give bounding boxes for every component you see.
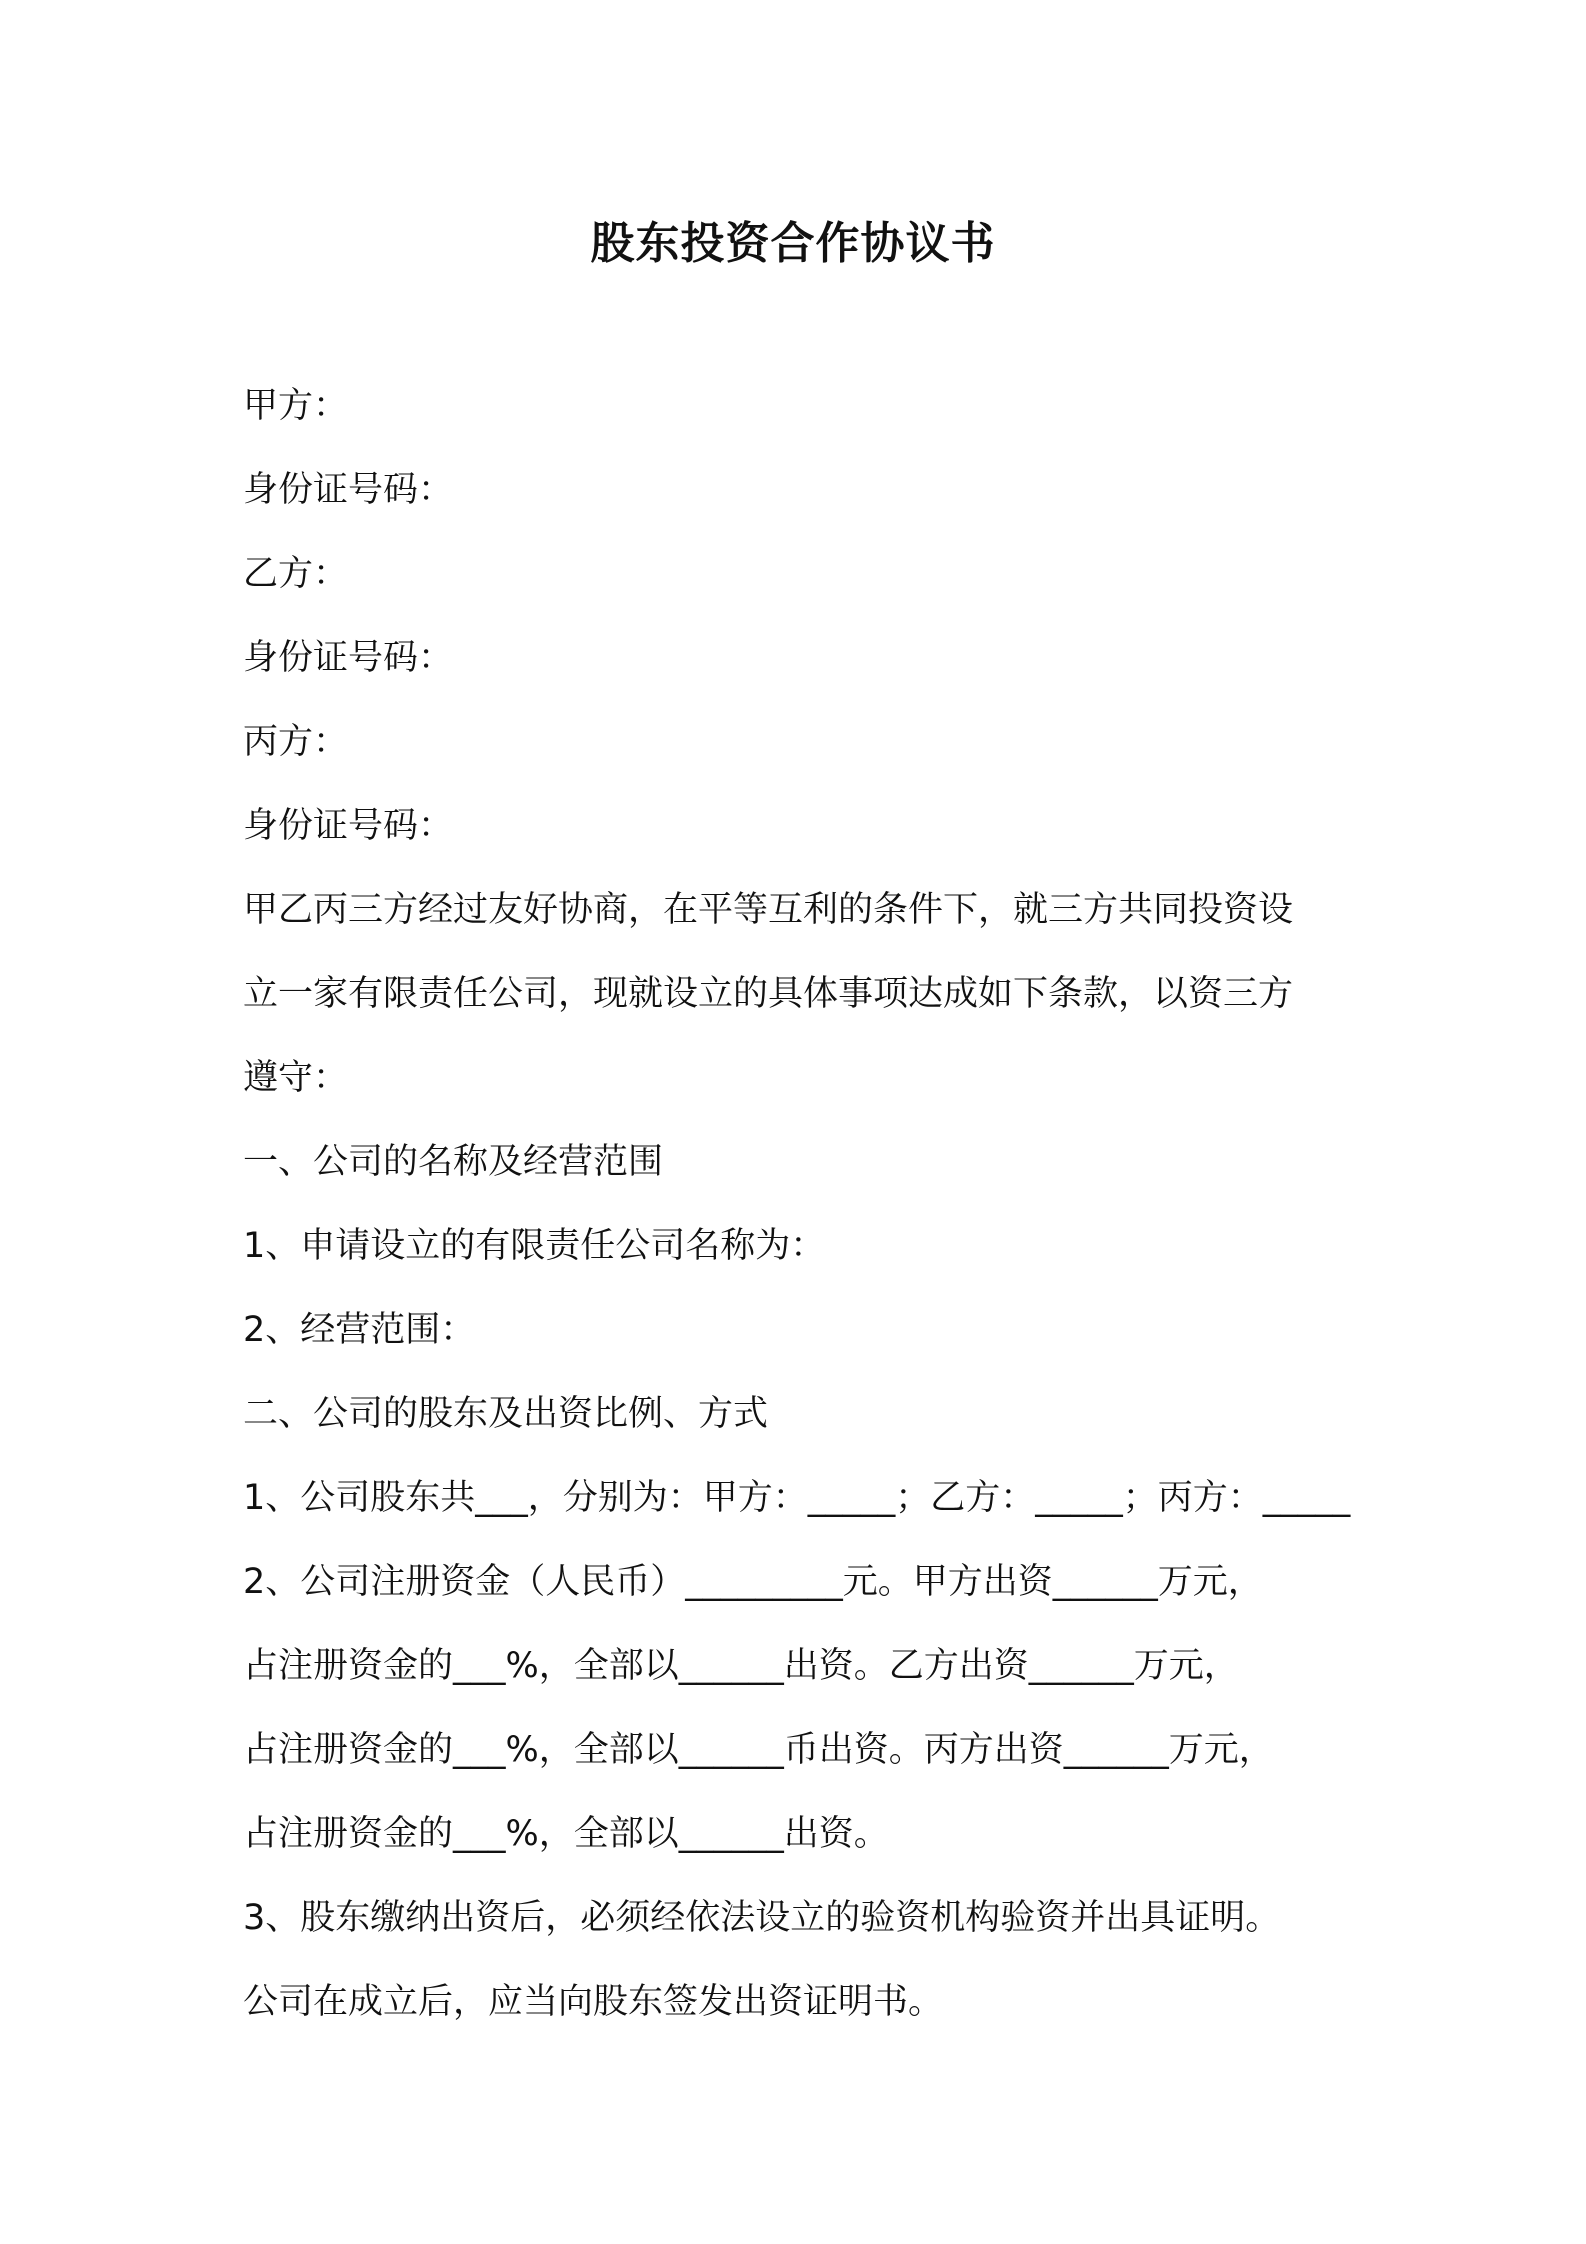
section-1-heading: 一、公司的名称及经营范围 [243, 1142, 664, 1182]
section-2-item-2-line-1: 2、公司注册资金（人民币）_________元。甲方出资______万元， [243, 1562, 1263, 1602]
section-1-item-1: 1、申请设立的有限责任公司名称为： [243, 1226, 826, 1266]
section-2-item-2-line-2: 占注册资金的___%，全部以______出资。乙方出资______万元， [243, 1646, 1239, 1686]
section-2-item-2-line-4: 占注册资金的___%，全部以______出资。 [243, 1814, 889, 1854]
preamble-line-1: 甲乙丙三方经过友好协商，在平等互利的条件下，就三方共同投资设 [243, 890, 1294, 930]
party-c-id-line: 身份证号码： [243, 806, 454, 846]
party-b-id-line: 身份证号码： [243, 638, 454, 678]
section-2-item-3-line-2: 公司在成立后，应当向股东签发出资证明书。 [243, 1982, 944, 2022]
document-title: 股东投资合作协议书 [590, 218, 996, 269]
section-1-item-2: 2、经营范围： [243, 1310, 476, 1350]
party-c-line: 丙方： [243, 722, 349, 762]
preamble-line-3: 遵守： [243, 1058, 349, 1098]
party-b-line: 乙方： [243, 554, 349, 594]
section-2-item-2-line-3: 占注册资金的___%，全部以______币出资。丙方出资______万元， [243, 1730, 1274, 1770]
section-2-item-3-line-1: 3、股东缴纳出资后，必须经依法设立的验资机构验资并出具证明。 [243, 1898, 1281, 1938]
section-2-item-1: 1、公司股东共___，分别为：甲方：_____；乙方：_____；丙方：_____ [243, 1478, 1351, 1518]
preamble-line-2: 立一家有限责任公司，现就设立的具体事项达成如下条款，以资三方 [243, 974, 1294, 1014]
section-2-heading: 二、公司的股东及出资比例、方式 [243, 1394, 769, 1434]
party-a-id-line: 身份证号码： [243, 470, 454, 510]
party-a-line: 甲方： [243, 386, 349, 426]
document-body [243, 364, 1373, 2044]
